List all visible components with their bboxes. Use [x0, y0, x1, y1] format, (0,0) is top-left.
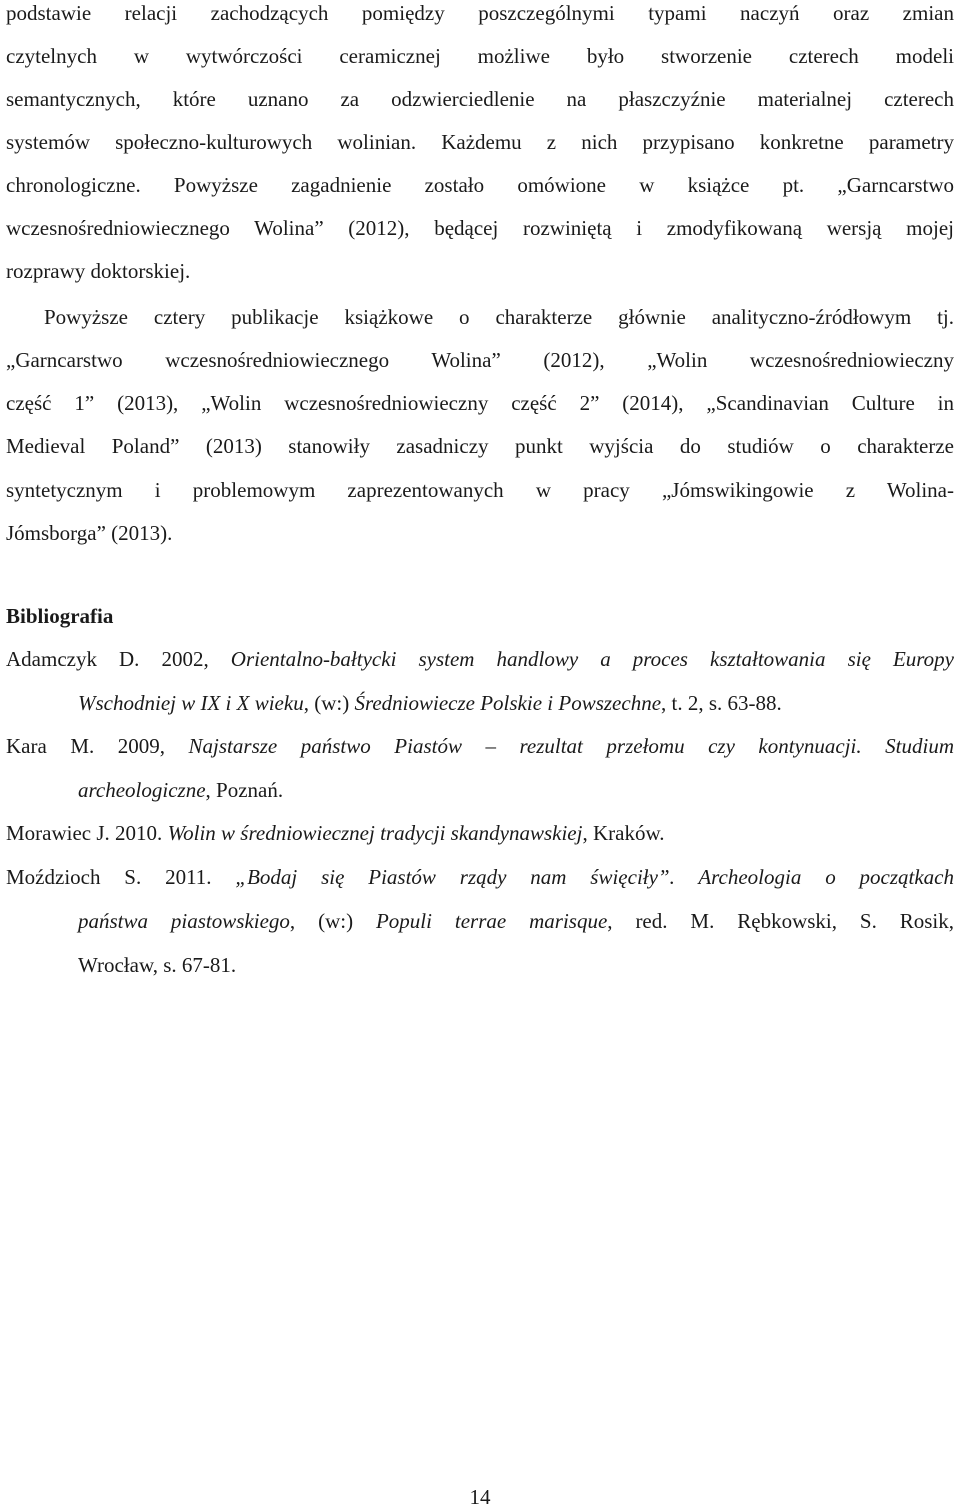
text-line: rozprawy doktorskiej. [6, 259, 191, 283]
entry-author-year: Moździoch S. 2011. [6, 865, 236, 889]
entry-author-year: Adamczyk D. 2002, [6, 647, 231, 671]
text-line: część 1” (2013), „Wolin wczesnośredniowieczny część 2” (2014), „Scandinavian Culture in [6, 391, 954, 415]
text-line: syntetycznym i problemowym zaprezentowanych w pracy „Jómswikingowie z Wolina- [6, 478, 954, 502]
entry-line [6, 690, 954, 734]
bibliography-entry [6, 820, 954, 864]
text-line: systemów społeczno-kulturowych wolinian. Każdemu z nich przypisano konkretne parametry [6, 130, 954, 154]
entry-title: Najstarsze państwo Piastów – rezultat przełomu czy kontynuacji. Studium [188, 734, 955, 758]
entry-line [6, 864, 954, 908]
entry-line [6, 952, 954, 996]
entry-source: Populi terrae marisque [375, 909, 608, 933]
entry-text: , red. M. Rębkowski, S. Rosik, [607, 909, 954, 933]
entry-author-year: Kara M. 2009, [6, 734, 189, 758]
bibliography-entry [6, 864, 954, 996]
entry-author-year: Morawiec J. 2010. [6, 821, 168, 845]
entry-text: Wrocław, s. 67-81. [78, 953, 237, 977]
bibliography-heading: Bibliografia [6, 604, 114, 628]
entry-line [6, 908, 954, 952]
entry-title: archeologiczne [78, 778, 206, 802]
entry-title: Wolin w średniowiecznej tradycji skandynawskiej [167, 821, 583, 845]
entry-text: , Kraków. [582, 821, 665, 845]
text-line: Powyższe cztery publikacje książkowe o charakterze głównie analityczno-źródłowym tj. [44, 305, 954, 329]
text-line: semantycznych, które uznano za odzwierciedlenie na płaszczyźnie materialnej czterech [6, 87, 954, 111]
text-line: Jómsborga” (2013). [6, 521, 173, 545]
entry-source: Średniowiecze Polskie i Powszechne [354, 691, 662, 715]
entry-text: , (w:) [289, 909, 376, 933]
text-line: chronologiczne. Powyższe zagadnienie zostało omówione w książce pt. „Garncarstwo [6, 173, 954, 197]
entry-title: państwa piastowskiego [78, 909, 290, 933]
entry-title: „Bodaj się Piastów rządy nam święciły”. Archeologia o początkach [235, 865, 955, 889]
text-line: czytelnych w wytwórczości ceramicznej możliwe było stworzenie czterech modeli [6, 44, 954, 68]
entry-title: Orientalno-bałtycki system handlowy a proces kształtowania się Europy [230, 647, 954, 671]
page-number: 14 [469, 1485, 491, 1509]
entry-text: , t. 2, s. 63-88. [661, 691, 782, 715]
entry-title: Wschodniej w IX i X wieku [78, 691, 304, 715]
bibliography-entry [6, 646, 954, 734]
text-line: Medieval Poland” (2013) stanowiły zasadniczy punkt wyjścia do studiów o charakterze [6, 434, 954, 458]
entry-line [6, 820, 954, 864]
entry-line [6, 733, 954, 777]
entry-line [6, 777, 954, 821]
entry-line [6, 646, 954, 690]
entry-text: , Poznań. [205, 778, 284, 802]
entry-text: , (w:) [303, 691, 355, 715]
text-line: wczesnośredniowiecznego Wolina” (2012), będącej rozwiniętą i zmodyfikowaną wersją mojej [6, 216, 954, 240]
text-line: „Garncarstwo wczesnośredniowiecznego Wolina” (2012), „Wolin wczesnośredniowieczny [6, 348, 954, 372]
text-line: podstawie relacji zachodzących pomiędzy poszczególnymi typami naczyń oraz zmian [6, 1, 954, 25]
bibliography-entry [6, 733, 954, 821]
